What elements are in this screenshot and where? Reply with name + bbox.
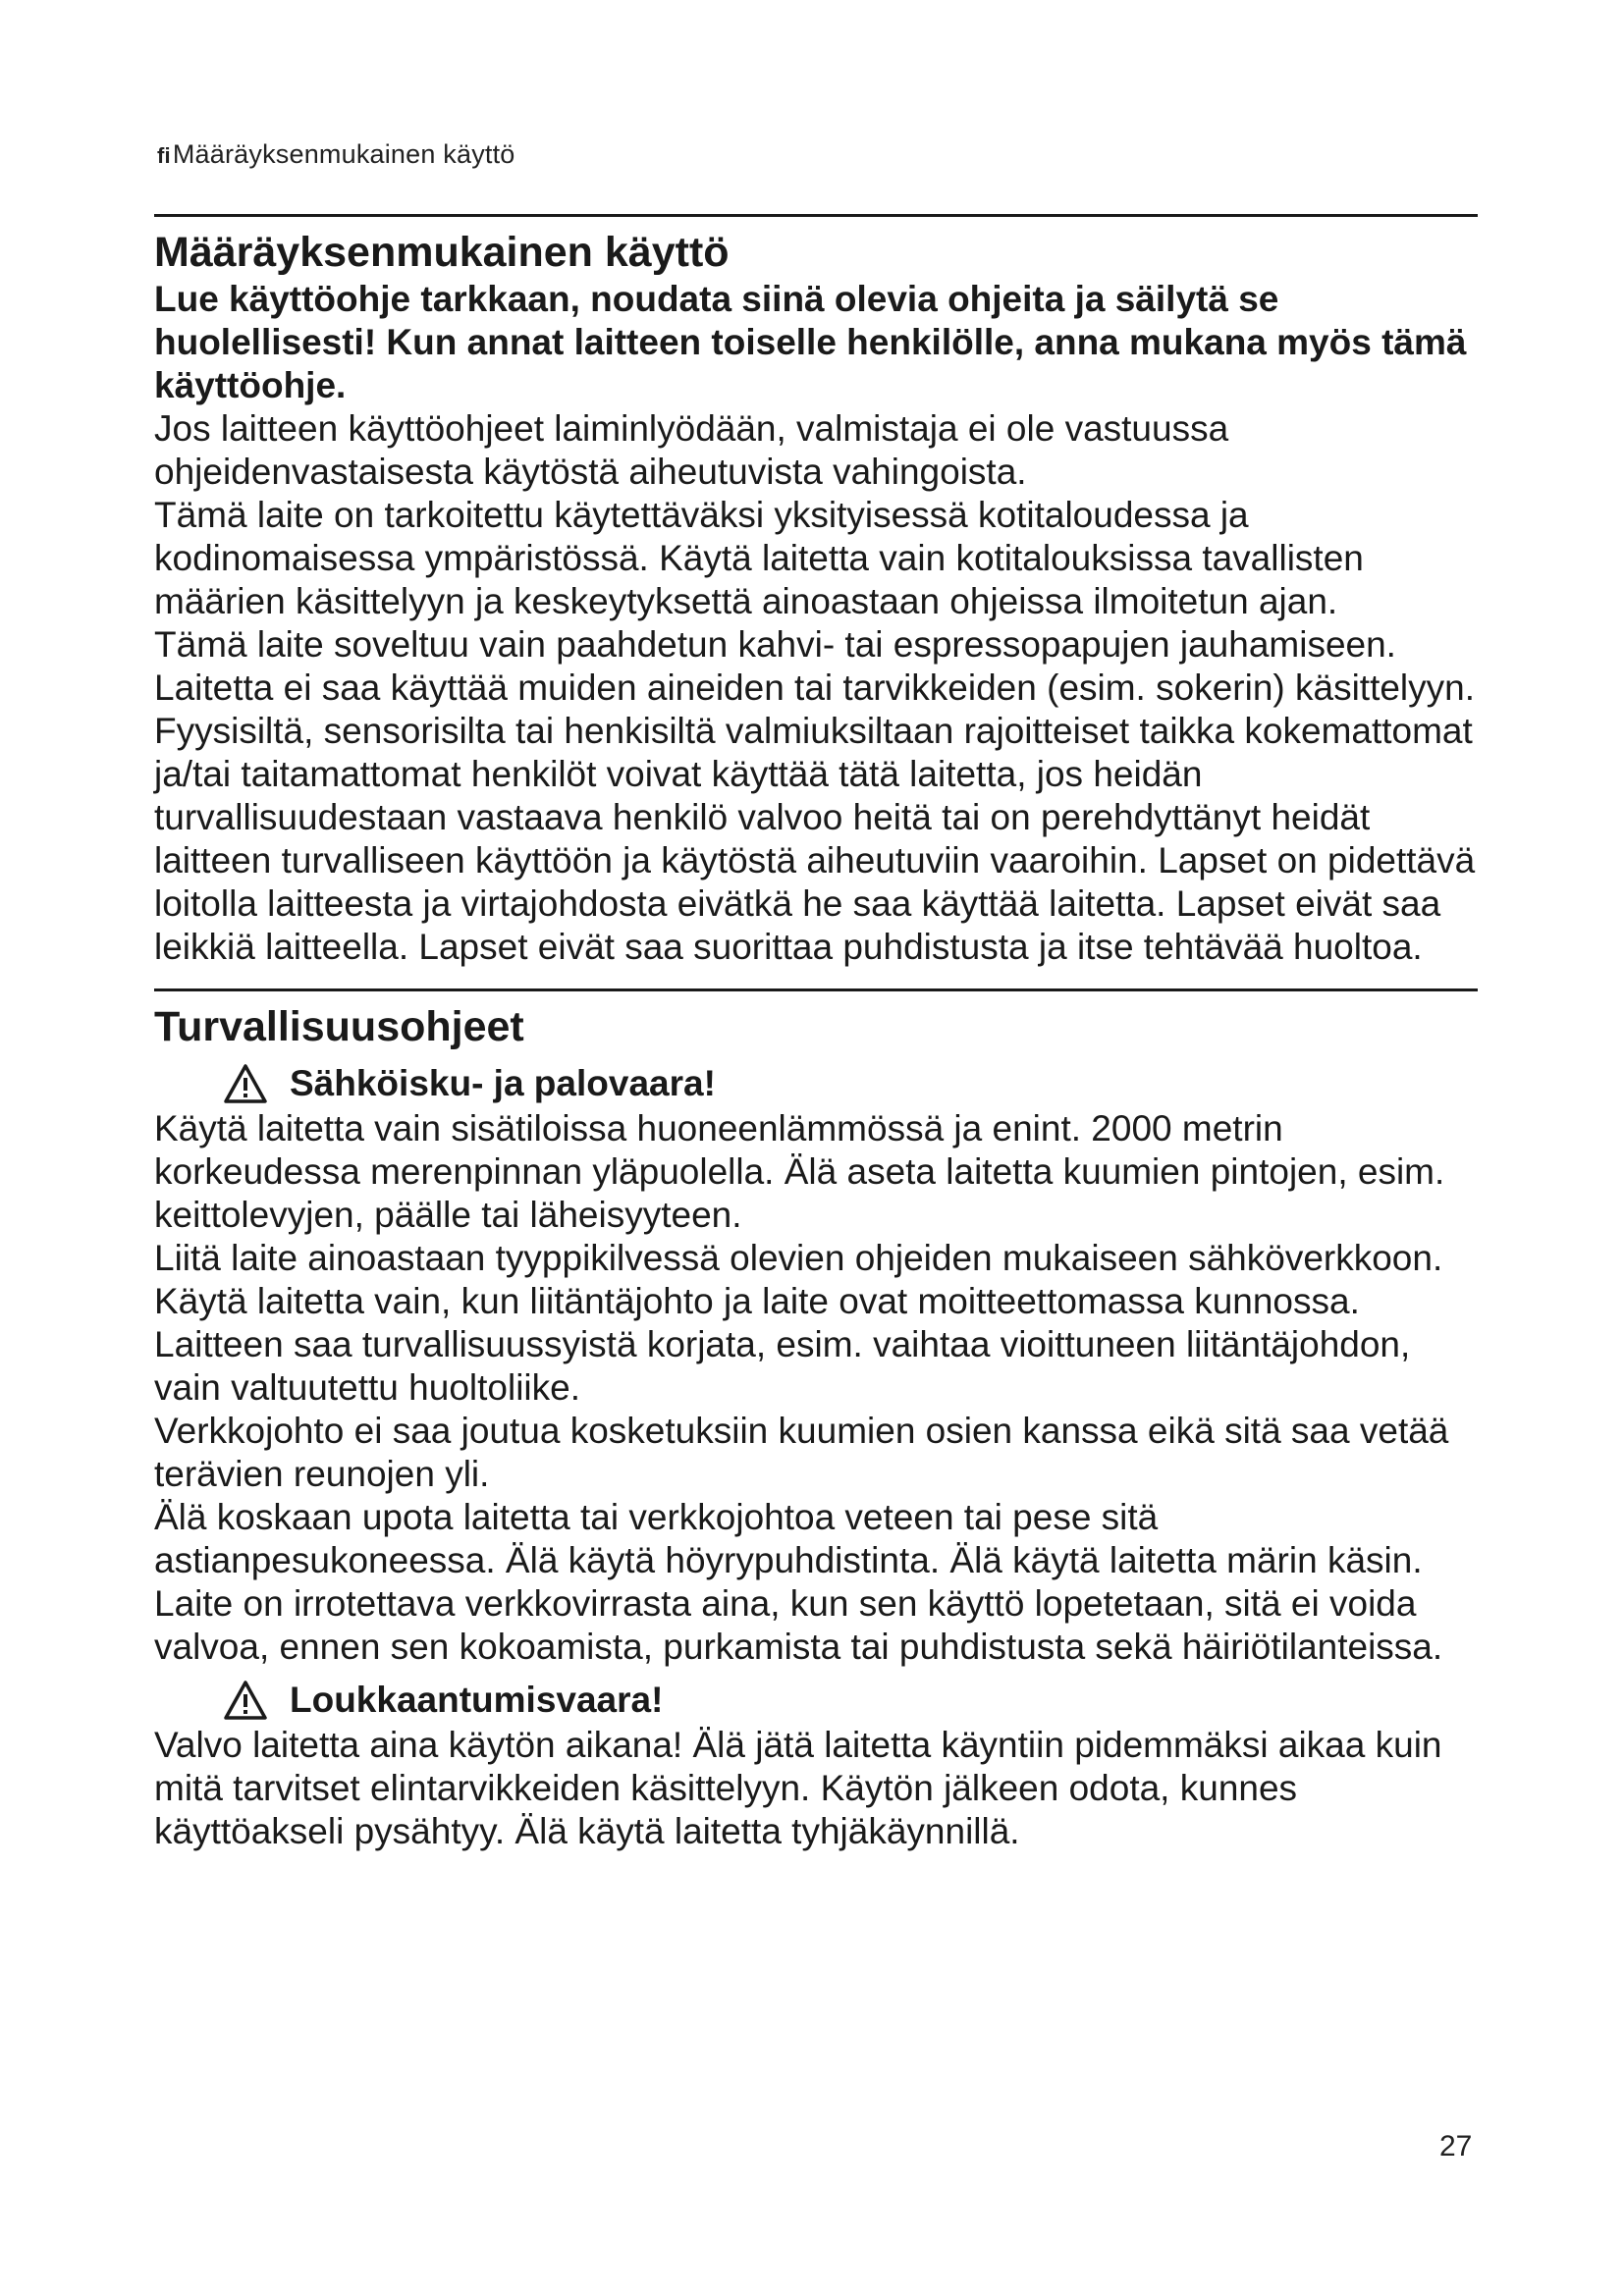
running-head (157, 139, 515, 170)
warning-heading-injury (223, 1677, 1478, 1724)
body-paragraph: Älä koskaan upota laitetta tai verkkojohtoa veteen tai pese sitä astianpesukoneessa. Älä käytä höyrypuhdistinta. Älä käytä laitetta märin käsin. (154, 1497, 1423, 1580)
warning-triangle-icon (223, 1680, 268, 1721)
page-content (154, 214, 1478, 1853)
body-paragraph: Valvo laitetta aina käytön aikana! Älä jätä laitetta käyntiin pidemmäksi aikaa kuin mitä tarvitset elintarvikkeiden käsittelyyn. Käytön jälkeen odota, kunnes käyttöakseli pysähtyy. Älä käytä laitetta tyhjäkäynnillä. (154, 1725, 1442, 1851)
warning-title: Loukkaantumisvaara! (290, 1680, 664, 1720)
page-number: 27 (1439, 2130, 1473, 2163)
section-heading-intended-use: Määräyksenmukainen käyttö (154, 229, 730, 276)
running-head-title: Määräyksenmukainen käyttö (172, 139, 515, 169)
section-divider (154, 988, 1478, 991)
body-paragraph: Tämä laite soveltuu vain paahdetun kahvi- tai espressopapujen jauhamiseen. Laitetta ei saa käyttää muiden aineiden tai tarvikkeiden (esim. sokerin) käsittelyyn. (154, 624, 1476, 708)
language-code: fi (157, 143, 171, 168)
warning-heading-electric-shock (223, 1060, 1478, 1107)
body-paragraph: Fyysisiltä, sensorisilta tai henkisiltä valmiuksiltaan rajoitteiset taikka kokemattomat ja/tai taitamattomat henkilöt voivat käyttää tätä laitetta, jos heidän turvallisuudestaan vastaava henkilö valvoo heitä tai on perehdyttänyt heidät laitteen turvalliseen käyttöön ja käytöstä aiheutuviin vaaroihin. Lapset on pidettävä loitolla laitteesta ja virtajohdosta eivätkä he saa käyttää laitetta. Lapset eivät saa leikkiä laitteella. Lapset eivät saa suorittaa puhdistusta ja itse tehtävää huoltoa. (154, 711, 1476, 967)
body-paragraph: Jos laitteen käyttöohjeet laiminlyödään, valmistaja ei ole vastuussa ohjeidenvastaisesta käytöstä aiheutuvista vahingoista. (154, 408, 1229, 492)
body-paragraph: Verkkojohto ei saa joutua kosketuksiin kuumien osien kanssa eikä sitä saa vetää terävien reunojen yli. (154, 1411, 1449, 1494)
section-divider (154, 214, 1478, 217)
warning-triangle-icon (223, 1063, 268, 1104)
body-paragraph: Liitä laite ainoastaan tyyppikilvessä olevien ohjeiden mukaiseen sähköverkkoon. Käytä laitetta vain, kun liitäntäjohto ja laite ovat moitteettomassa kunnossa. Laitteen saa turvallisuussyistä korjata, esim. vaihtaa vioittuneen liitäntäjohdon, vain valtuutettu huoltoliike. (154, 1238, 1443, 1408)
warning-title: Sähköisku- ja palovaara! (290, 1063, 716, 1103)
body-paragraph: Tämä laite on tarkoitettu käytettäväksi yksityisessä kotitaloudessa ja kodinomaisessa ympäristössä. Käytä laitetta vain kotitalouksissa tavallisten määrien käsittelyyn ja keskeytyksettä ainoastaan ohjeissa ilmoitetun ajan. (154, 495, 1364, 621)
lead-paragraph: Lue käyttöohje tarkkaan, noudata siinä olevia ohjeita ja säilytä se huolellisesti! Kun annat laitteen toiselle henkilölle, anna mukana myös tämä käyttöohje. (154, 279, 1467, 405)
body-paragraph: Käytä laitetta vain sisätiloissa huoneenlämmössä ja enint. 2000 metrin korkeudessa merenpinnan yläpuolella. Älä aseta laitetta kuumien pintojen, esim. keittolevyjen, päälle tai läheisyyteen. (154, 1108, 1445, 1235)
body-paragraph: Laite on irrotettava verkkovirrasta aina, kun sen käyttö lopetetaan, sitä ei voida valvoa, ennen sen kokoamista, purkamista tai puhdistusta sekä häiriötilanteissa. (154, 1583, 1443, 1667)
section-heading-safety: Turvallisuusohjeet (154, 1003, 524, 1050)
